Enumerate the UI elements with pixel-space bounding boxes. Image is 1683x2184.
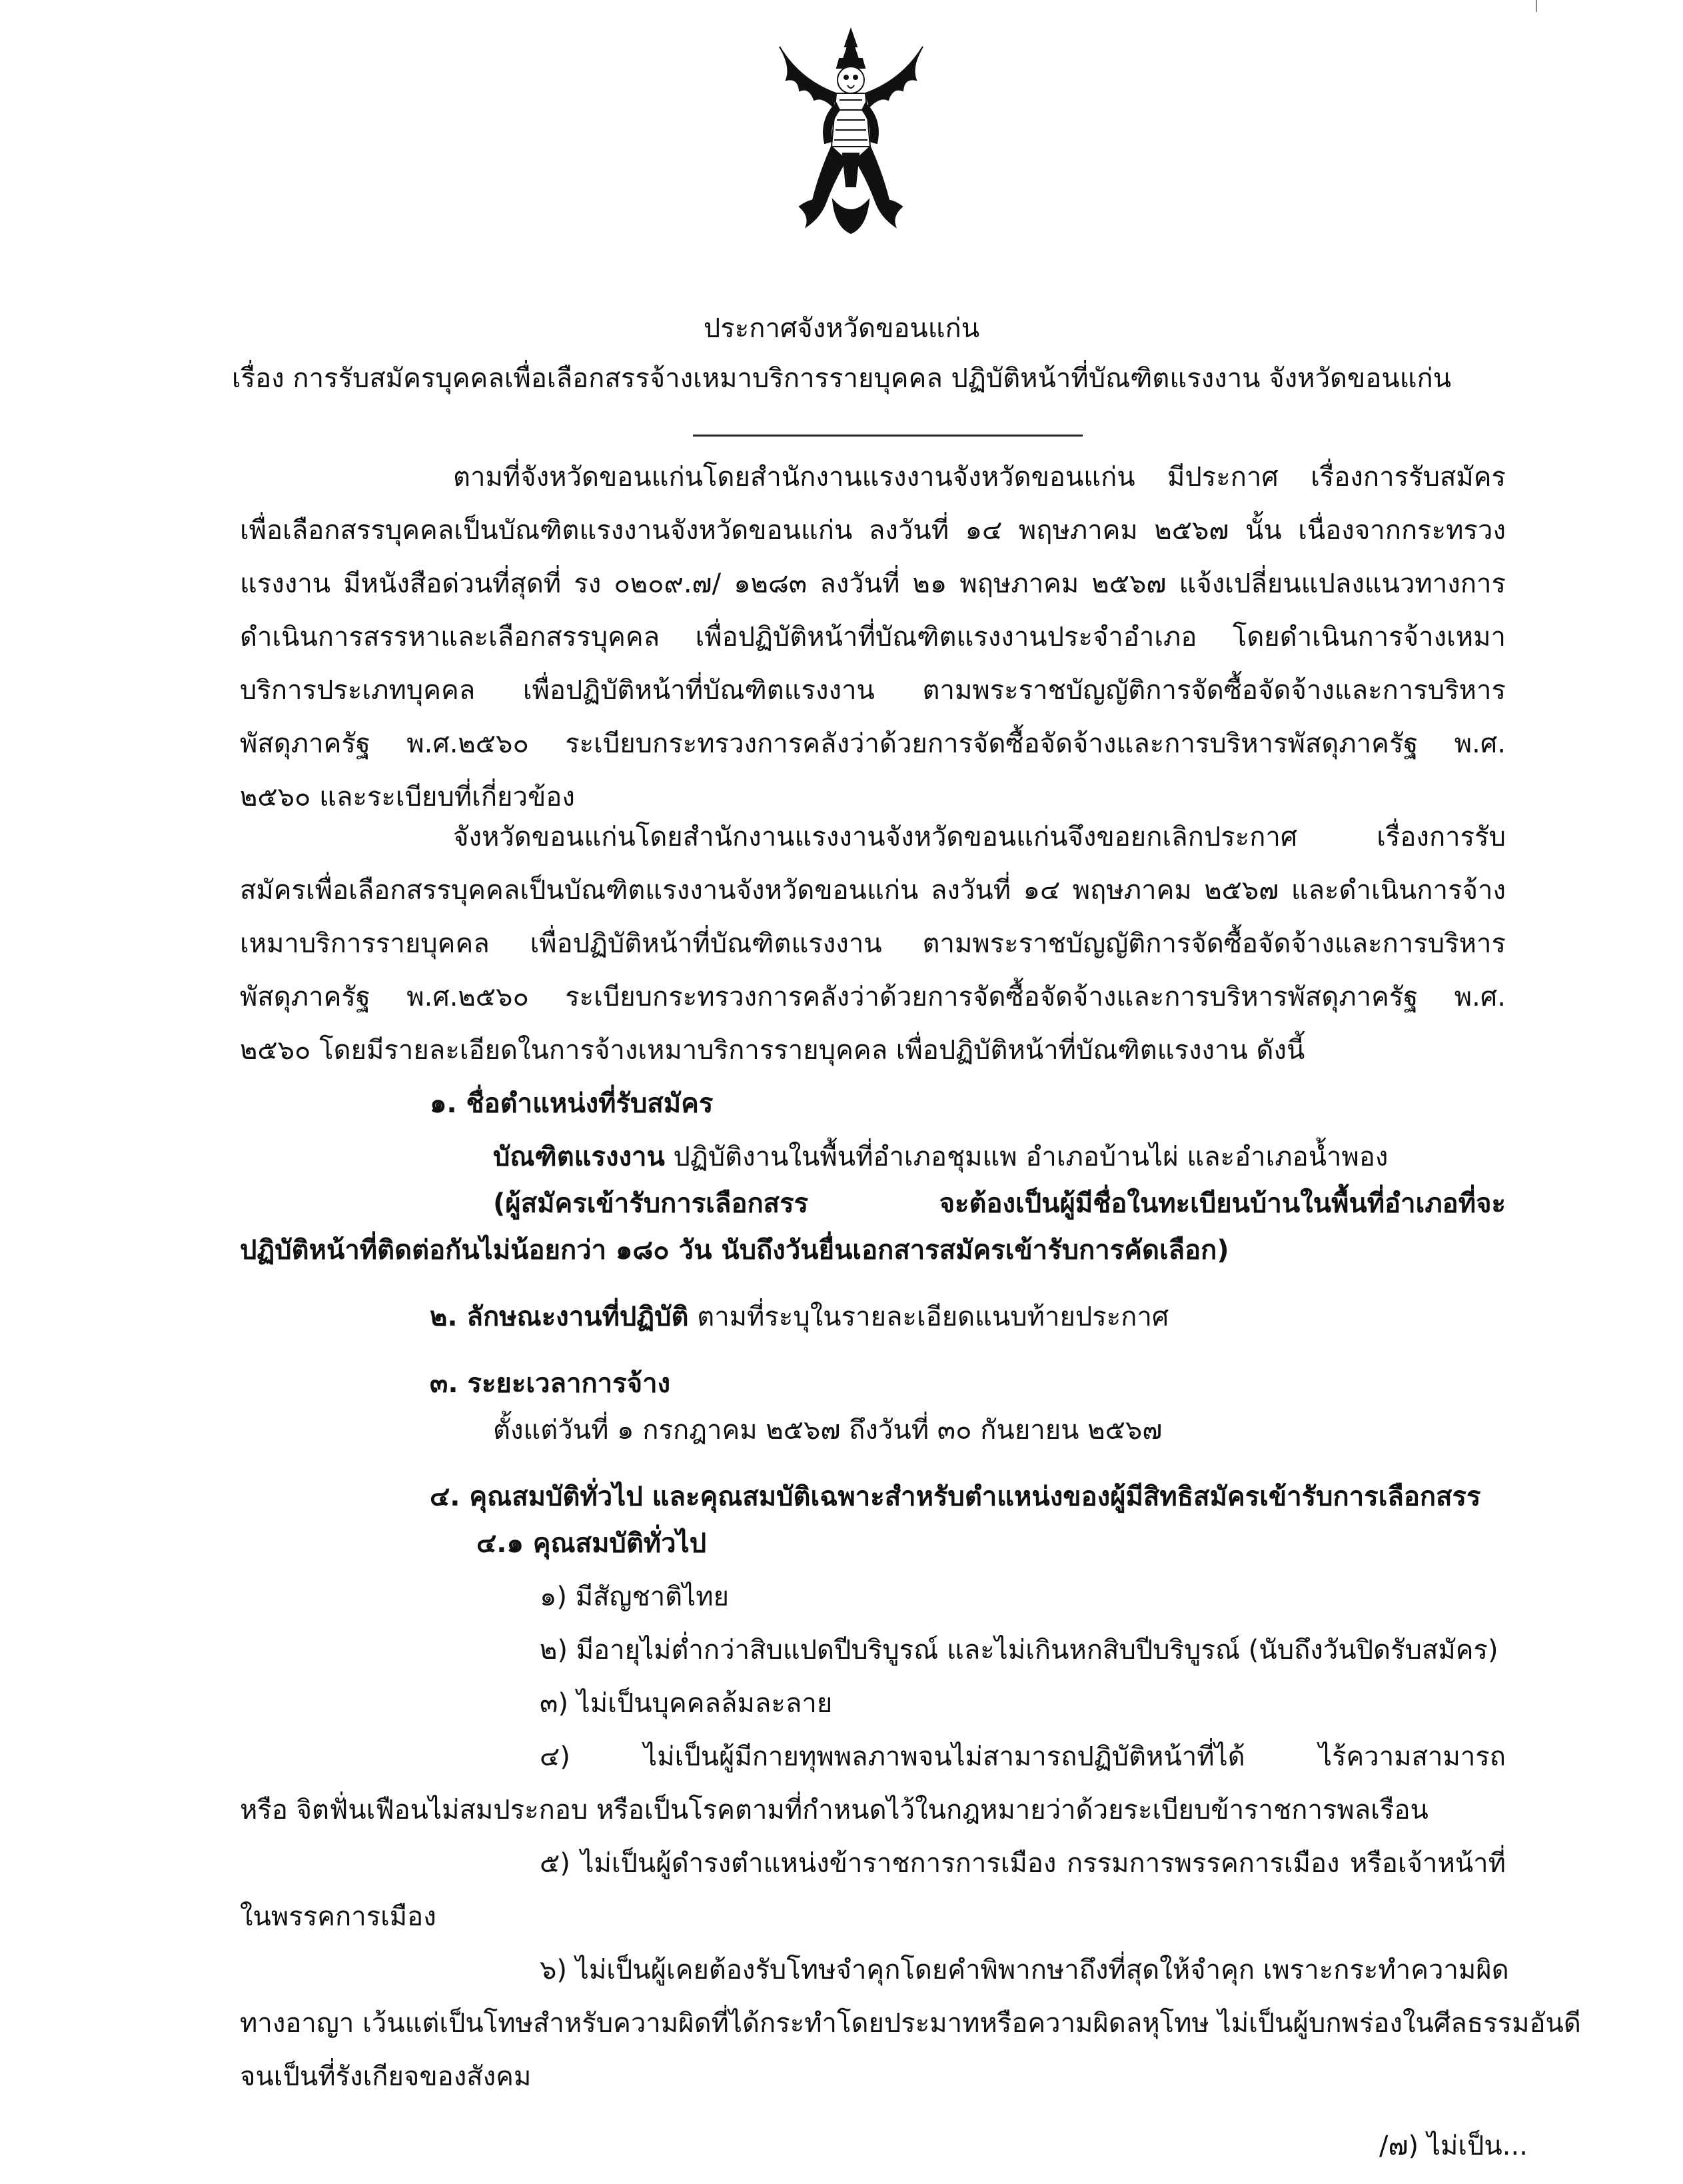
para2-line-1: จังหวัดขอนแก่นโดยสำนักงานแรงงานจังหวัดขอนแก่นจึงขอยกเลิกประกาศ เรื่องการรับ [453, 822, 1506, 852]
para2-line-4: พัสดุภาครัฐ พ.ศ.๒๕๖๐ ระเบียบกระทรวงการคลังว่าด้วยการจัดซื้อจัดจ้างและการบริหารพัสดุภาครัฐ พ.ศ. [240, 982, 1506, 1012]
garuda-emblem-icon [773, 27, 929, 240]
para2-line-3: เหมาบริการรายบุคคล เพื่อปฏิบัติหน้าที่บัณฑิตแรงงาน ตามพระราชบัญญัติการจัดซื้อจัดจ้างและการบริหาร [240, 928, 1506, 959]
scan-edge-mark [1536, 0, 1537, 12]
qualification-3: ๓) ไม่เป็นบุคคลล้มละลาย [540, 1688, 833, 1719]
para2-line-2: สมัครเพื่อเลือกสรรบุคคลเป็นบัณฑิตแรงงานจังหวัดขอนแก่น ลงวันที่ ๑๔ พฤษภาคม ๒๕๖๗ และดำเนินการจ้าง [240, 875, 1506, 906]
section-4-1-heading: ๔.๑ คุณสมบัติทั่วไป [476, 1528, 707, 1559]
qualification-1: ๑) มีสัญชาติไทย [540, 1582, 730, 1612]
announcement-subject: เรื่อง การรับสมัครบุคคลเพื่อเลือกสรรจ้างเหมาบริการรายบุคคล ปฏิบัติหน้าที่บัณฑิตแรงงาน จังหวัดขอนแก่น [231, 363, 1452, 394]
qualification-6-line-1: ๖) ไม่เป็นผู้เคยต้องรับโทษจำคุกโดยคำพิพากษาถึงที่สุดให้จำคุก เพราะกระทำความผิด [540, 1955, 1509, 1985]
para1-line-3: แรงงาน มีหนังสือด่วนที่สุดที่ รง ๐๒๐๙.๗/ ๑๒๘๓ ลงวันที่ ๒๑ พฤษภาคม ๒๕๖๗ แจ้งเปลี่ยนแปลงแนวทางการ [240, 568, 1506, 599]
section-4-heading: ๔. คุณสมบัติทั่วไป และคุณสมบัติเฉพาะสำหรับตำแหน่งของผู้มีสิทธิสมัครเข้ารับการเลือกสรร [430, 1482, 1481, 1512]
section-1-note-line-2: ปฏิบัติหน้าที่ติดต่อกันไม่น้อยกว่า ๑๘๐ วัน นับถึงวันยื่นเอกสารสมัครเข้ารับการคัดเลือก) [240, 1235, 1229, 1266]
qualification-5-line-2: ในพรรคการเมือง [240, 1901, 436, 1932]
section-2-text: ตามที่ระบุในรายละเอียดแนบท้ายประกาศ [688, 1302, 1169, 1332]
para1-line-1: ตามที่จังหวัดขอนแก่นโดยสำนักงานแรงงานจังหวัดขอนแก่น มีประกาศ เรื่องการรับสมัคร [453, 462, 1506, 493]
qualification-6-line-3: จนเป็นที่รังเกียจของสังคม [240, 2061, 532, 2092]
qualification-6-line-2: ทางอาญา เว้นแต่เป็นโทษสำหรับความผิดที่ได้กระทำโดยประมาทหรือความผิดลหุโทษ ไม่เป็นผู้บกพร่องในศีลธรรมอันดี [240, 2008, 1581, 2039]
announcement-title: ประกาศจังหวัดขอนแก่น [703, 313, 980, 344]
section-3-heading: ๓. ระยะเวลาการจ้าง [430, 1368, 671, 1399]
para1-line-6: พัสดุภาครัฐ พ.ศ.๒๕๖๐ ระเบียบกระทรวงการคลังว่าด้วยการจัดซื้อจัดจ้างและการบริหารพัสดุภาครัฐ พ.ศ. [240, 728, 1506, 759]
qualification-2: ๒) มีอายุไม่ต่ำกว่าสิบแปดปีบริบูรณ์ และไม่เกินหกสิบปีบริบูรณ์ (นับถึงวันปิดรับสมัคร) [540, 1635, 1498, 1665]
section-2-heading: ๒. ลักษณะงานที่ปฏิบัติ [430, 1302, 689, 1332]
para1-line-4: ดำเนินการสรรหาและเลือกสรรบุคคล เพื่อปฏิบัติหน้าที่บัณฑิตแรงงานประจำอำเภอ โดยดำเนินการจ้างเหมา [240, 622, 1506, 652]
section-1-note-line-1: (ผู้สมัครเข้ารับการเลือกสรร จะต้องเป็นผู้มีชื่อในทะเบียนบ้านในพื้นที่อำเภอที่จะ [493, 1188, 1506, 1219]
section-1-position [493, 1138, 1388, 1176]
position-name: บัณฑิตแรงงาน [493, 1142, 665, 1172]
section-2 [430, 1298, 1169, 1336]
qualification-4-line-2: หรือ จิตฟั่นเฟือนไม่สมประกอบ หรือเป็นโรคตามที่กำหนดไว้ในกฎหมายว่าด้วยระเบียบข้าราชการพลเรือน [240, 1795, 1428, 1825]
qualification-5-line-1: ๕) ไม่เป็นผู้ดำรงตำแหน่งข้าราชการการเมือง กรรมการพรรคการเมือง หรือเจ้าหน้าที่ [540, 1848, 1506, 1879]
position-areas: ปฏิบัติงานในพื้นที่อำเภอชุมแพ อำเภอบ้านไผ่ และอำเภอน้ำพอง [664, 1142, 1389, 1172]
para2-line-5: ๒๕๖๐ โดยมีรายละเอียดในการจ้างเหมาบริการรายบุคคล เพื่อปฏิบัติหน้าที่บัณฑิตแรงงาน ดังนี้ [240, 1035, 1305, 1066]
section-1-heading: ๑. ชื่อตำแหน่งที่รับสมัคร [430, 1088, 714, 1119]
section-3-text: ตั้งแต่วันที่ ๑ กรกฎาคม ๒๕๖๗ ถึงวันที่ ๓๐ กันยายน ๒๕๖๗ [493, 1415, 1163, 1446]
qualification-4-line-1: ๔) ไม่เป็นผู้มีกายทุพพลภาพจนไม่สามารถปฏิบัติหน้าที่ได้ ไร้ความสามารถ [540, 1741, 1506, 1772]
para1-line-5: บริการประเภทบุคคล เพื่อปฏิบัติหน้าที่บัณฑิตแรงงาน ตามพระราชบัญญัติการจัดซื้อจัดจ้างและการบริหาร [240, 675, 1506, 706]
title-divider [693, 435, 1083, 437]
continuation-note: /๗) ไม่เป็น... [1379, 2131, 1528, 2161]
para1-line-7: ๒๕๖๐ และระเบียบที่เกี่ยวข้อง [240, 782, 575, 812]
para1-line-2: เพื่อเลือกสรรบุคคลเป็นบัณฑิตแรงงานจังหวัดขอนแก่น ลงวันที่ ๑๔ พฤษภาคม ๒๕๖๗ นั้น เนื่องจากกระทรวง [240, 515, 1506, 546]
